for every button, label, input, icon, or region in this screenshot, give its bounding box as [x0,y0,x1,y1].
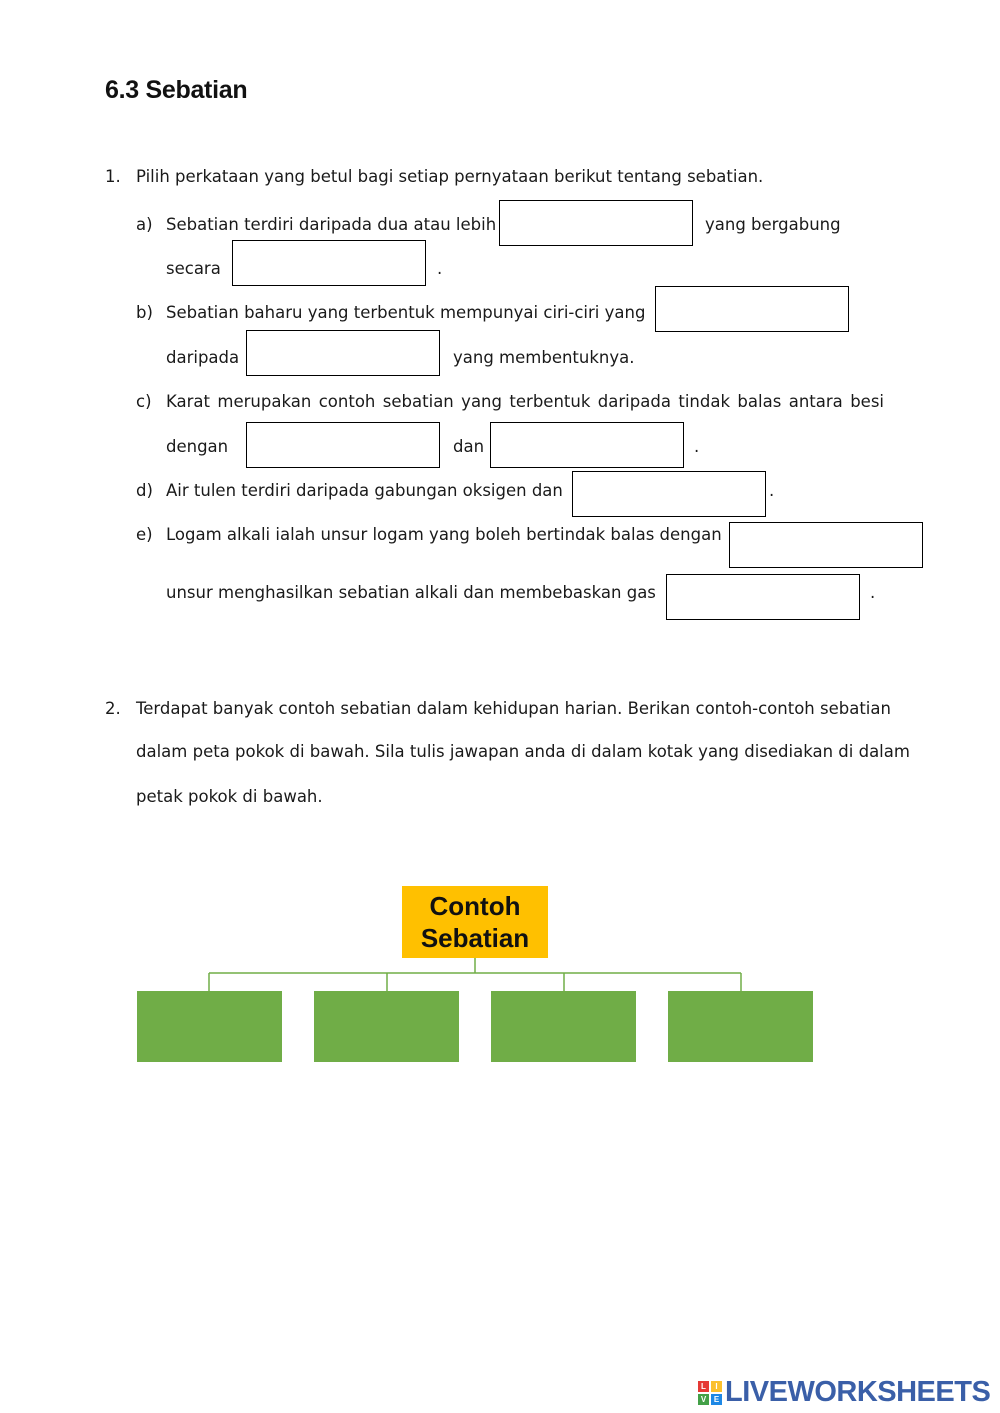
tree-root-line-1: Contoh [429,891,521,921]
logo-tile-l: L [698,1381,709,1392]
question-2-line-2: dalam peta pokok di bawah. Sila tulis jawapan anda di dalam kotak yang disediakan di dalam [136,742,910,761]
logo-tile-e: E [711,1394,722,1405]
tree-leaf-box-3[interactable] [491,991,636,1062]
item-d-text-1: Air tulen terdiri daripada gabungan oksigen dan [166,481,563,500]
question-2-line-1: Terdapat banyak contoh sebatian dalam kehidupan harian. Berikan contoh-contoh sebatian [136,699,891,718]
question-1-prompt: Pilih perkataan yang betul bagi setiap pernyataan berikut tentang sebatian. [136,167,764,186]
item-a-text-1: Sebatian terdiri daripada dua atau lebih [166,215,497,234]
item-c-text-2: dengan [166,437,229,456]
item-a-text-2: yang bergabung [705,215,841,234]
item-b-label: b) [136,303,153,322]
item-e-label: e) [136,525,153,544]
tree-leaf-box-4[interactable] [668,991,813,1062]
item-b-text-2: daripada [166,348,240,367]
logo-icon [698,1381,722,1405]
item-c-text-3: dan [453,437,485,456]
item-a-text-3: secara [166,259,221,278]
item-b-text-1: Sebatian baharu yang terbentuk mempunyai ciri-ciri yang [166,303,646,322]
logo-tile-i: I [711,1381,722,1392]
item-e-period: . [870,583,876,602]
item-c-label: c) [136,392,152,411]
question-2-line-3: petak pokok di bawah. [136,787,323,806]
logo-tile-v: V [698,1394,709,1405]
item-b-text-3: yang membentuknya. [453,348,635,367]
item-a-label: a) [136,215,153,234]
item-d-label: d) [136,481,153,500]
logo-text: LIVEWORKSHEETS [725,1376,991,1408]
item-e-text-2: unsur menghasilkan sebatian alkali dan membebaskan gas [166,583,656,602]
item-c-text-1: Karat merupakan contoh sebatian yang terbentuk daripada tindak balas antara besi [166,392,884,411]
tree-leaf-box-1[interactable] [137,991,282,1062]
page-title: 6.3 Sebatian [105,76,248,104]
tree-leaf-box-2[interactable] [314,991,459,1062]
item-a-period: . [437,259,443,278]
item-c-period: . [694,437,700,456]
question-2-number: 2. [105,699,121,718]
tree-root-line-2: Sebatian [420,923,530,953]
item-e-text-1: Logam alkali ialah unsur logam yang boleh bertindak balas dengan [166,525,722,544]
question-1-number: 1. [105,167,121,186]
liveworksheets-logo [698,1376,990,1409]
item-d-period: . [769,481,775,500]
